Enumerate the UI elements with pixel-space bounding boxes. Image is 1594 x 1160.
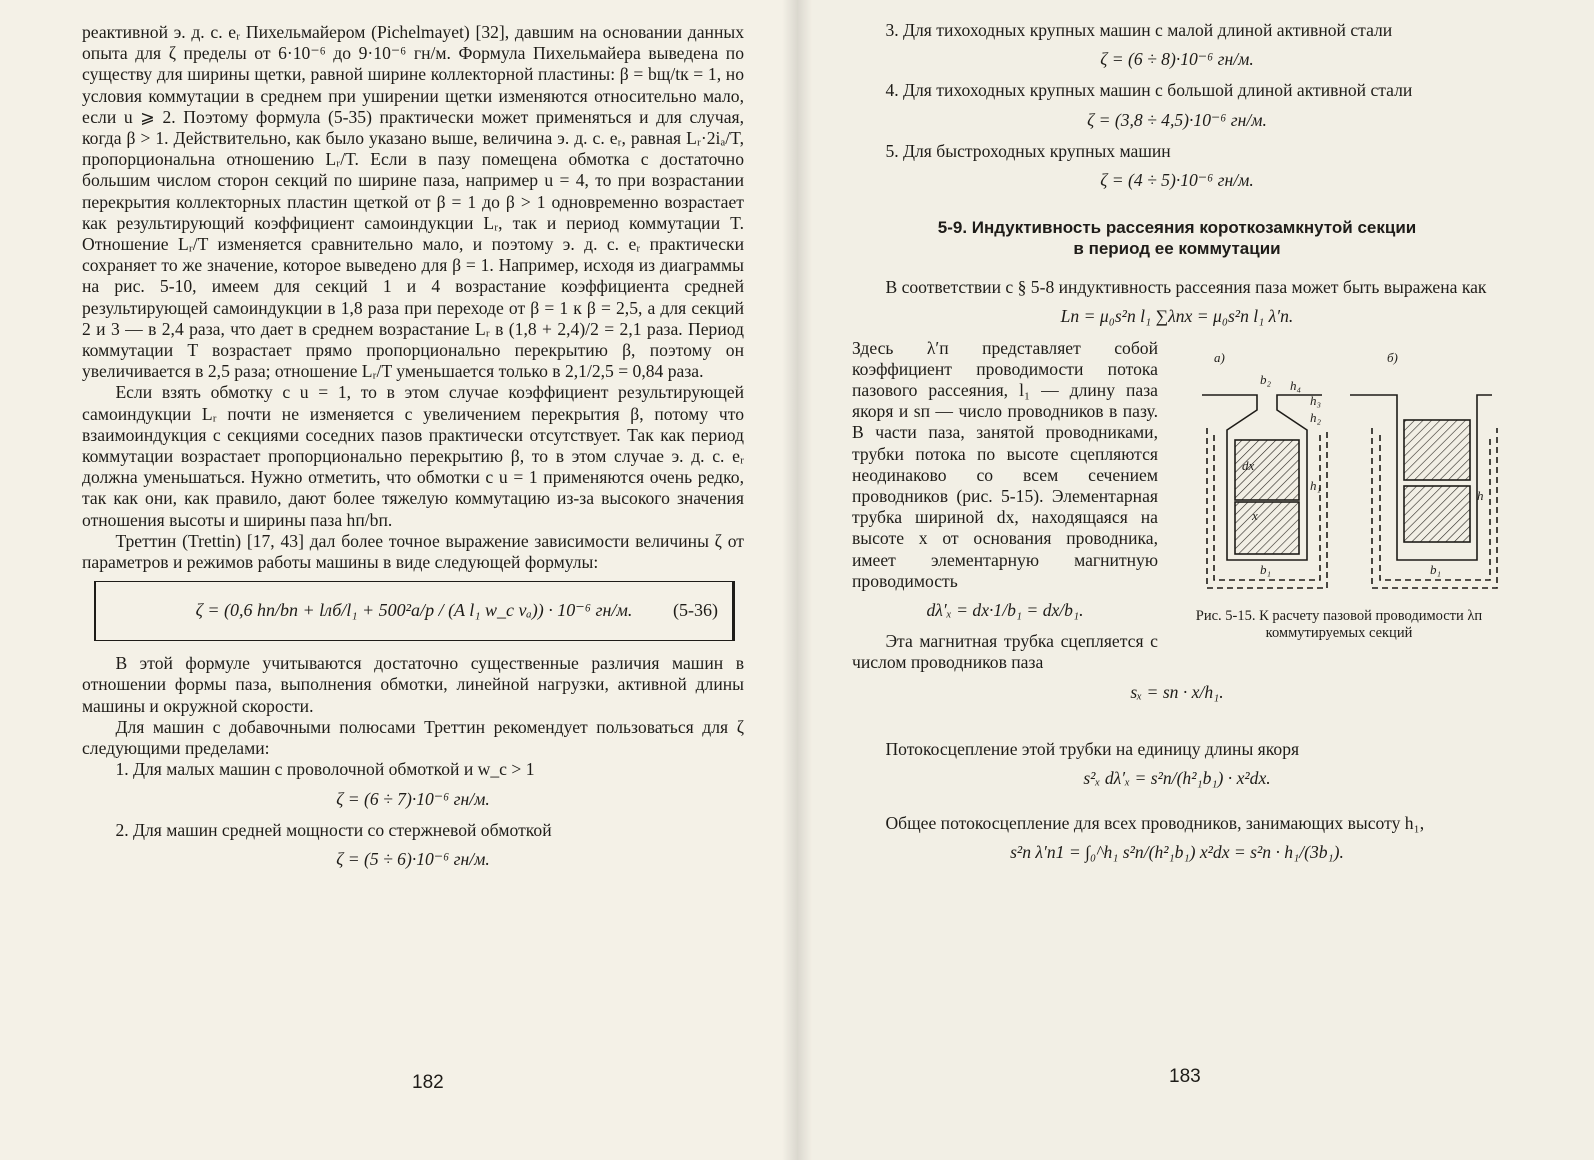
book-gutter xyxy=(782,0,812,1160)
label-h3: h₃ xyxy=(1310,392,1322,408)
paragraph: Если взять обмотку с u = 1, то в этом случае коэффициент результирующей самоиндукции Lᵣ почти не изменяется с увеличением перекрытия β, потому что взаимоиндукция с секциями соседних пазов практически отсутствует. Так как период коммутации возрастает пропорционально перекрытию β, то в этом случае э. д. с. eᵣ должна уменьшаться. Нужно отметить, что обмотки с u = 1 применяются очень редко, так как они, как правило, дают более тяжелую коммутацию из-за высокого значения отношения высоты и ширины паза hп/bп. xyxy=(82,382,744,530)
label-h: h xyxy=(1477,487,1484,503)
formula-box xyxy=(94,581,735,641)
label-dx: dx xyxy=(1242,457,1255,473)
equation: ζ = (4 ÷ 5)·10⁻⁶ гн/м. xyxy=(1100,170,1254,191)
paragraph: реактивной э. д. с. eᵣ Пихельмайером (Pichelmayet) [32], давшим на основании данных опыта для ζ пределы от 6·10⁻⁶ до 9·10⁻⁶ гн/м. Формула Пихельмайера выведена по существу для ширины щетки, равной ширине коллекторной пластины: β = bщ/tк = 1, но условия коммутации в среднем при уширении щетки изменяются относительно мало, если u ⩾ 2. Поэтому формула (5-35) практически может применяться и для случая, когда β > 1. Действительно, как было указано выше, величина э. д. с. eᵣ, равная Lᵣ·2iₐ/T, пропорциональна отношению Lᵣ/T. Если в пазу помещена обмотка с достаточно большим числом сторон секций по ширине паза, например u = 4, то при возрастании перекрытия коллекторных пластин щеткой от β = 1 до β > 1 одновременно возрастает как результирующий коэффициент самоиндукции Lᵣ, так и период коммутации T. Отношение Lᵣ/T изменяется сравнительно мало, и поэтому э. д. с. eᵣ практически сохраняет то же значение, которое выведено для β = 1. Например, исходя из диаграммы на рис. 5-10, имеем для секций 1 и 4 возрастание коэффициента средней результирующей самоиндукции в 1,8 раза при переходе от β = 1 к β = 2,5, а для секций 2 и 3 — в 2,4 раза, что дает в среднем возрастание Lᵣ в (1,8 + 2,4)/2 = 2,1 раза. Период коммутации T возрастает прямо пропорционально перекрытию β, поэтому он увеличивается в 2,5 раза; отношение Lᵣ/T уменьшается только в 2,1/2,5 = 0,84 раза. xyxy=(82,22,744,382)
list-item: 1. Для малых машин с проволочной обмоткой и w_c > 1 xyxy=(115,759,535,780)
paragraph: Для машин с добавочными полюсами Треттин рекомендует пользоваться для ζ следующими пределами: xyxy=(82,716,744,759)
label-h4: h₄ xyxy=(1290,377,1302,393)
formula-5-36: ζ = (0,6 hп/bп + lлб/l₁ + 500²a/p / (A l₁ w_c vₐ)) · 10⁻⁶ гн/м. xyxy=(195,600,633,621)
equation: ζ = (6 ÷ 7)·10⁻⁶ гн/м. xyxy=(336,788,490,809)
list-item: 5. Для быстроходных крупных машин xyxy=(885,140,1171,161)
slot-b xyxy=(1350,395,1497,588)
list-item: 2. Для машин средней мощности со стержневой обмоткой xyxy=(115,819,552,840)
equation: s²п λ′п1 = ∫₀^h₁ s²п/(h²₁b₁) x²dx = s²п · h₁/(3b₁). xyxy=(1010,842,1344,863)
label-b: б) xyxy=(1387,349,1398,365)
equation-number: (5-36) xyxy=(673,600,718,621)
paragraph: Потокосцепление этой трубки на единицу длины якоря xyxy=(885,738,1300,759)
paragraph: Здесь λ′п представляет собой коэффициент проводимости потока пазового рассеяния, l₁ — длину паза якоря и sп — число проводников в пазу. В части паза, занятой проводниками, трубки потока по высоте сцепляются неодинаково со всем сечением проводников (рис. 5-15). Элементарная трубка шириной dx, находящаяся на высоте x от основания проводника, имеет элементарную магнитную проводимость xyxy=(852,337,1158,591)
label-b2: b₂ xyxy=(1260,371,1272,387)
section-title xyxy=(852,217,1502,259)
equation: s²ₓ dλ′ₓ = s²п/(h²₁b₁) · x²dx. xyxy=(1083,768,1271,789)
section-title-line: 5-9. Индуктивность рассеяния короткозамкнутой секции xyxy=(937,218,1417,238)
equation: ζ = (3,8 ÷ 4,5)·10⁻⁶ гн/м. xyxy=(1087,109,1267,130)
list-item: 4. Для тихоходных крупных машин с большой длиной активной стали xyxy=(885,80,1413,101)
paragraph: Треттин (Trettin) [17, 43] дал более точное выражение зависимости величины ζ от параметров и режимов работы машины в виде следующей формулы: xyxy=(82,530,744,573)
list-item: 3. Для тихоходных крупных машин с малой длиной активной стали xyxy=(885,20,1393,40)
label-h2: h₂ xyxy=(1310,409,1322,425)
paragraph: В этой формуле учитываются достаточно существенные различия машин в отношении формы паза, выполнения обмотки, линейной нагрузки, активной длины машины и окружной скорости. xyxy=(82,653,744,716)
equation: sₓ = sп · x/h₁. xyxy=(1130,681,1224,702)
left-text-column xyxy=(82,22,744,880)
page-number: 183 xyxy=(1169,1066,1201,1087)
equation: ζ = (5 ÷ 6)·10⁻⁶ гн/м. xyxy=(336,848,490,869)
equation: dλ′ₓ = dx·1/b₁ = dx/b₁. xyxy=(926,600,1084,621)
paragraph: Эта магнитная трубка сцепляется с числом проводников паза xyxy=(852,631,1158,673)
section-title-line: в период ее коммутации xyxy=(1073,239,1281,259)
label-b1: b₁ xyxy=(1260,561,1272,577)
equation: ζ = (6 ÷ 8)·10⁻⁶ гн/м. xyxy=(1100,49,1254,70)
slot-diagram xyxy=(1172,340,1502,605)
figure-5-15 xyxy=(1172,340,1502,660)
label-h1: h₁ xyxy=(1310,477,1322,493)
label-a: а) xyxy=(1214,349,1225,365)
paragraph: Общее потокосцепление для всех проводников, занимающих высоту h₁, xyxy=(885,813,1425,834)
page-right xyxy=(797,0,1594,1160)
label-b1: b₁ xyxy=(1430,561,1442,577)
slot-a xyxy=(1202,392,1327,588)
figure-caption: Рис. 5-15. К расчету пазовой проводимости λп коммутируемых секций xyxy=(1195,607,1483,641)
page-number: 182 xyxy=(412,1072,444,1093)
equation: Lп = μ₀s²п l₁ ∑λпх = μ₀s²п l₁ λ′п. xyxy=(1060,306,1294,327)
right-text-column xyxy=(852,20,1502,874)
paragraph: В соответствии с § 5-8 индуктивность рассеяния паза может быть выражена как xyxy=(885,277,1487,298)
label-x: x xyxy=(1252,507,1258,523)
